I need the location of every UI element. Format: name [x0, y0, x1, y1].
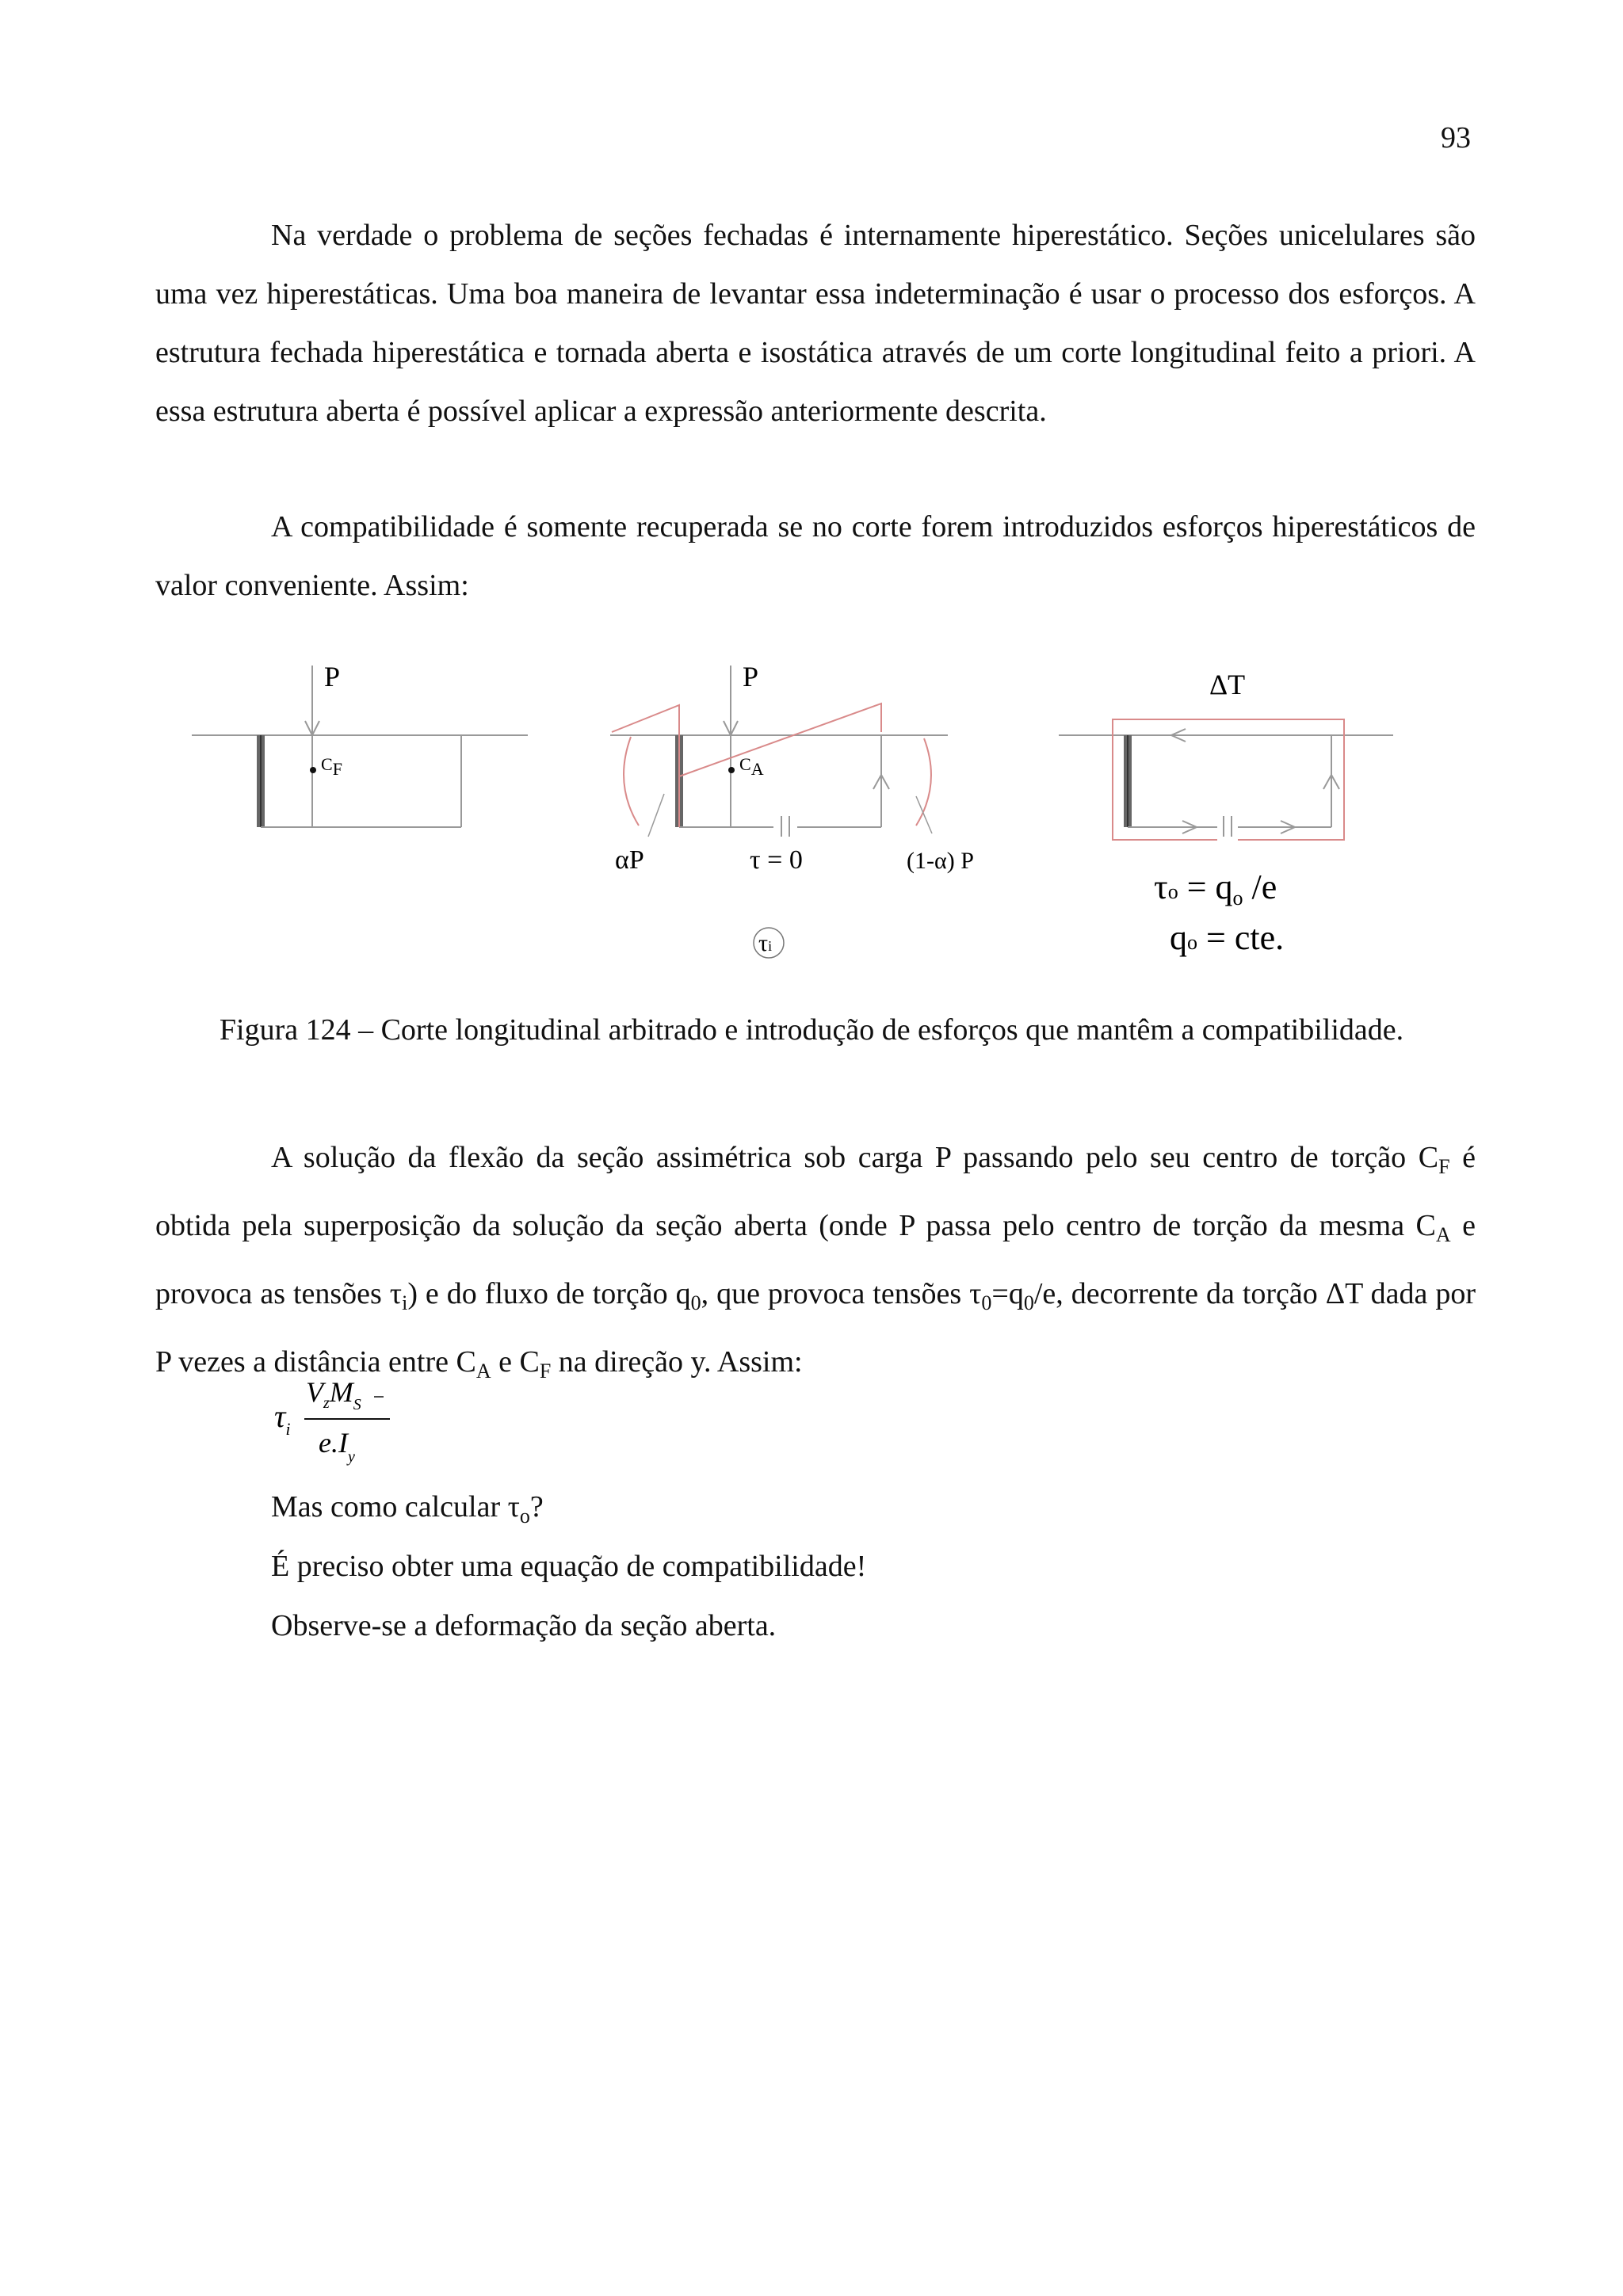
panel-torsion-flow	[1059, 669, 1393, 957]
panel-open-section	[610, 661, 974, 958]
one-minus-alpha-p-label: (1-α) P	[907, 848, 974, 874]
formula-denominator: $e.I_y$	[319, 1427, 355, 1466]
leader-line	[916, 796, 932, 833]
load-label: P	[743, 661, 759, 692]
question-line: Mas como calcular $\tau_o$?	[271, 1490, 544, 1527]
delta-t-label: ΔT	[1209, 669, 1246, 700]
figure-caption: Figura 124 – Corte longitudinal arbitrado e introdução de esforços que mantêm a compatibilidade.	[219, 1013, 1404, 1047]
formula-lhs: $\tau_i$	[274, 1398, 291, 1439]
figure-124-diagram	[155, 650, 1423, 998]
page-number: 93	[1441, 121, 1471, 154]
paragraph-superposition: A solução da flexão da seção assimétrica sob carga P passando pelo seu centro de torção $C_F$ é obtida pela superposição da solução da seção aberta (onde P passa pelo centro de torção da mesma $C_A$ e provoca as tensões $\tau_i$) e do fluxo de torção $q_0$, que provoca tensões $\tau_0=q_0/e$, decorrente da torção ΔT dada por P vezes a distância entre $C_A$ e $C_F$ na direção y. Assim:	[155, 1141, 1476, 1383]
centre-label-cf: CF	[321, 754, 342, 779]
shear-flow-diagram	[679, 704, 881, 776]
shear-stress-formula	[271, 1367, 430, 1470]
alpha-p-label: αP	[615, 845, 644, 875]
qo-equation: qo = cte.	[1170, 918, 1285, 957]
load-label: P	[324, 661, 341, 692]
torsion-flow-loop	[1113, 719, 1344, 840]
shear-centre-point	[728, 767, 735, 773]
flow-arc	[624, 737, 639, 826]
paragraph-hyperstatic: Na verdade o problema de seções fechadas é internamente hiperestático. Seções unicelulares são uma vez hiperestáticas. Uma boa maneira de levantar essa indeterminação é usar o processo dos esforços. A estrutura fechada hiperestática e tornada aberta e isostática através de um corte longitudinal feito a priori. A essa estrutura aberta é possível aplicar a expressão anteriormente descrita.	[155, 219, 1476, 428]
observe-line: Observe-se a deformação da seção aberta.	[271, 1609, 777, 1642]
tau-o-equation: τo = qo /e	[1154, 868, 1277, 910]
centre-label-ca: CA	[739, 754, 764, 779]
tau-zero-label: τ = 0	[750, 845, 803, 875]
leader-line	[648, 794, 664, 837]
shear-centre-point	[310, 767, 316, 773]
panel-closed-section	[192, 661, 528, 827]
paragraph-compatibility: A compatibilidade é somente recuperada se no corte forem introduzidos esforços hiperestáticos de valor conveniente. Assim:	[155, 510, 1476, 602]
shear-flow-diagram	[612, 705, 679, 827]
tau-i-label: τi	[758, 930, 773, 956]
statement-line: É preciso obter uma equação de compatibilidade!	[271, 1550, 867, 1583]
formula-numerator: $V_zM_S$	[306, 1376, 361, 1413]
